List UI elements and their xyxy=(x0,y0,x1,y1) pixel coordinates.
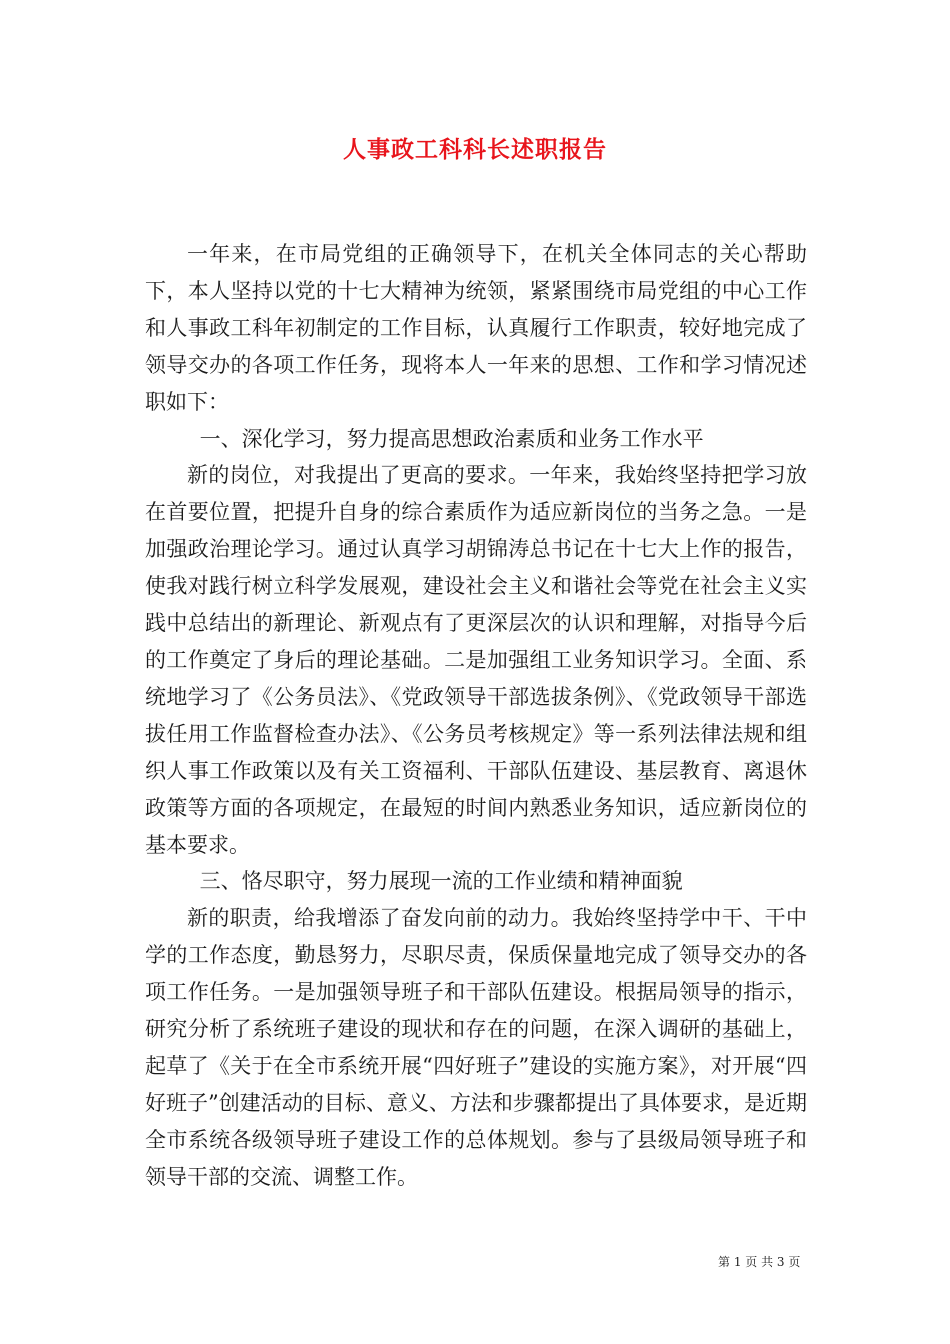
document-title: 人事政工科科长述职报告 xyxy=(343,136,607,163)
section-heading: 三、恪尽职守，努力展现一流的工作业绩和精神面貌 xyxy=(199,869,683,894)
document-body xyxy=(145,236,807,1196)
page-number: 第 1 页 共 3 页 xyxy=(718,1255,801,1269)
body-paragraph: 新的岗位，对我提出了更高的要求。一年来，我始终坚持把学习放在首要位置，把提升自身的综合素质作为适应新岗位的当务之急。一是加强政治理论学习。通过认真学习胡锦涛总书记在十七大上作的报告，使我对践行树立科学发展观，建设社会主义和谐社会等党在社会主义实践中总结出的新理论、新观点有了更深层次的认识和理解，对指导今后的工作奠定了身后的理论基础。二是加强组工业务知识学习。全面、系统地学习了《公务员法》、《党政领导干部选拔条例》、《党政领导干部选拔任用工作监督检查办法》、《公务员考核规定》等一系列法律法规和组织人事工作政策以及有关工资福利、干部队伍建设、基层教育、离退休政策等方面的各项规定，在最短的时间内熟悉业务知识，适应新岗位的基本要求。 xyxy=(145,463,807,857)
body-paragraph: 一年来，在市局党组的正确领导下，在机关全体同志的关心帮助下，本人坚持以党的十七大精神为统领，紧紧围绕市局党组的中心工作和人事政工科年初制定的工作目标，认真履行工作职责，较好地完成了领导交办的各项工作任务，现将本人一年来的思想、工作和学习情况述职如下： xyxy=(145,242,807,414)
body-paragraph: 新的职责，给我增添了奋发向前的动力。我始终坚持学中干、干中学的工作态度，勤恳努力，尽职尽责，保质保量地完成了领导交办的各项工作任务。一是加强领导班子和干部队伍建设。根据局领导的指示，研究分析了系统班子建设的现状和存在的问题，在深入调研的基础上，起草了《关于在全市系统开展“四好班子”建设的实施方案》，对开展“四好班子”创建活动的目标、意义、方法和步骤都提出了具体要求，是近期全市系统各级领导班子建设工作的总体规划。参与了县级局领导班子和领导干部的交流、调整工作。 xyxy=(145,906,807,1189)
section-heading: 一、深化学习，努力提高思想政治素质和业务工作水平 xyxy=(199,426,704,451)
